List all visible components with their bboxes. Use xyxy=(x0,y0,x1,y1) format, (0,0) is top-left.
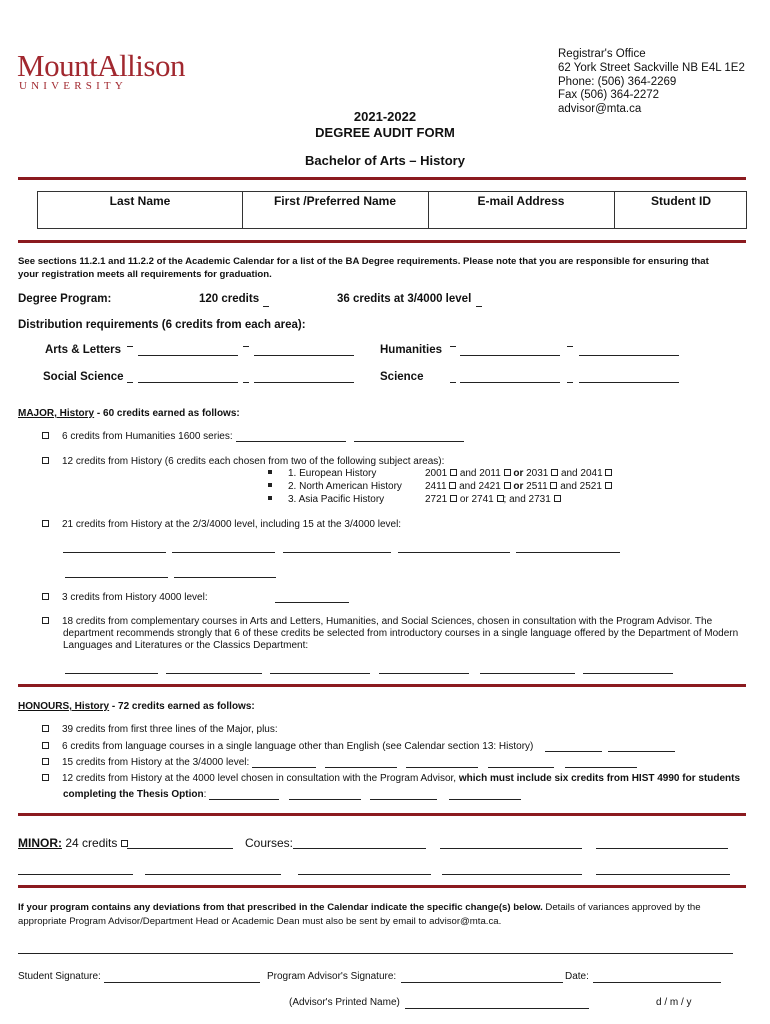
student-signature-field[interactable] xyxy=(104,982,260,983)
arts-letters-label: Arts & Letters xyxy=(45,344,122,356)
major-item-complementary xyxy=(42,616,712,627)
item-text: 12 credits from History at the 4000 level chosen in consultation with the Program Advisor, xyxy=(62,773,457,784)
divider xyxy=(18,684,746,687)
course-num: and 2421 xyxy=(459,481,501,492)
course-num: ; and 2731 xyxy=(503,494,551,505)
blank[interactable] xyxy=(488,767,554,768)
form-year: 2021-2022 xyxy=(353,109,417,124)
major-item-history-4000 xyxy=(42,592,208,603)
checkbox[interactable] xyxy=(550,482,557,489)
blank[interactable] xyxy=(270,673,370,674)
blank[interactable] xyxy=(209,799,279,800)
blank[interactable] xyxy=(252,767,316,768)
honours-title-name: HONOURS, History xyxy=(18,701,110,712)
minor-label: MINOR: xyxy=(18,836,62,850)
blank[interactable] xyxy=(460,355,560,356)
deviation-bold: If your program contains any deviations from that prescribed in the Calendar indicate the specific change(s) below. xyxy=(18,902,543,913)
divider xyxy=(18,240,746,243)
divider xyxy=(18,885,746,888)
blank[interactable] xyxy=(596,874,730,875)
subject-text: 3. Asia Pacific History xyxy=(288,494,385,505)
blank[interactable] xyxy=(370,799,437,800)
item-text: 21 credits from History at the 2/3/4000 level, including 15 at the 3/4000 level: xyxy=(62,519,402,530)
item-text: 3 credits from History 4000 level: xyxy=(62,592,208,603)
blank[interactable] xyxy=(254,382,354,383)
blank[interactable] xyxy=(283,552,391,553)
student-signature-label: Student Signature: xyxy=(18,971,101,982)
thesis-colon: : xyxy=(203,789,207,800)
blank[interactable] xyxy=(127,346,133,347)
deviation-rest: Details of variances approved by the xyxy=(542,902,701,913)
checkbox[interactable] xyxy=(605,482,612,489)
checkbox[interactable] xyxy=(504,482,511,489)
advisor-printed-name-field[interactable] xyxy=(405,1008,589,1009)
date-field[interactable] xyxy=(593,982,721,983)
course-num: 2001 xyxy=(425,468,448,479)
minor-courses-label: Courses: xyxy=(245,836,294,850)
honours-item xyxy=(42,724,278,735)
honours-title-rest: - 72 credits earned as follows: xyxy=(109,701,255,712)
blank[interactable] xyxy=(65,577,168,578)
distribution-title: Distribution requirements (6 credits from each area): xyxy=(18,319,306,331)
blank[interactable] xyxy=(138,355,238,356)
blank[interactable] xyxy=(172,552,275,553)
checkbox[interactable] xyxy=(42,457,49,464)
blank[interactable] xyxy=(579,382,679,383)
blank[interactable] xyxy=(325,767,397,768)
course-num: and 2011 xyxy=(459,468,501,479)
major-item-humanities xyxy=(42,431,233,442)
checkbox[interactable] xyxy=(42,742,49,749)
item-text: 12 credits from History (6 credits each chosen from two of the following subject areas): xyxy=(62,456,445,467)
checkbox[interactable] xyxy=(450,495,457,502)
blank[interactable] xyxy=(460,382,560,383)
date-format-hint: d / m / y xyxy=(656,997,692,1008)
advisor-signature-field[interactable] xyxy=(401,982,563,983)
item-text: 6 credits from language courses in a single language other than English (see Calendar section 13: History) xyxy=(62,741,534,752)
subject-north-american xyxy=(268,481,402,492)
blank[interactable] xyxy=(596,848,728,849)
checkbox[interactable] xyxy=(554,495,561,502)
office-line: 62 York Street Sackville NB E4L 1E2 xyxy=(558,61,745,74)
checkbox[interactable] xyxy=(42,593,49,600)
bullet-icon xyxy=(268,496,272,500)
item-text: 18 credits from complementary courses in Arts and Letters, Humanities, and Social Sciences, chosen in consultation with the Program Advisor. The xyxy=(62,616,713,627)
program-title: Bachelor of Arts – History xyxy=(305,153,465,168)
blank[interactable] xyxy=(18,874,133,875)
blank[interactable] xyxy=(567,382,573,383)
course-row xyxy=(425,481,612,492)
blank[interactable] xyxy=(450,346,456,347)
blank[interactable] xyxy=(145,874,281,875)
subject-asia-pacific xyxy=(268,494,384,505)
checkbox[interactable] xyxy=(497,495,504,502)
degree-level: 36 credits at 3/4000 level xyxy=(337,293,472,305)
or-text: or xyxy=(513,468,524,479)
blank[interactable] xyxy=(545,751,602,752)
subject-text: 1. European History xyxy=(288,468,377,479)
minor-row xyxy=(18,836,128,850)
deviation-blank[interactable] xyxy=(18,953,733,954)
bullet-icon xyxy=(268,483,272,487)
major-item-history-12 xyxy=(42,456,444,467)
item-text: department recommends strongly that 6 of these credits be selected from introductory courses in a single language offered by the Department of Modern xyxy=(63,628,739,639)
course-num: 2031 xyxy=(526,468,549,479)
bullet-icon xyxy=(268,470,272,474)
university-logo-sub: UNIVERSITY xyxy=(19,80,127,92)
or-text: or xyxy=(513,481,524,492)
checkbox[interactable] xyxy=(42,432,49,439)
checkbox[interactable] xyxy=(42,617,49,624)
advisor-signature-label: Program Advisor's Signature: xyxy=(267,971,397,982)
social-science-label: Social Science xyxy=(43,371,124,383)
blank[interactable] xyxy=(289,799,361,800)
checkbox[interactable] xyxy=(450,469,457,476)
deviation-line2: appropriate Program Advisor/Department Head or Academic Dean must also be sent by email to advisor@mta.ca. xyxy=(18,916,502,927)
blank[interactable] xyxy=(275,602,349,603)
blank[interactable] xyxy=(63,552,166,553)
item-text: Languages and Literatures or the Classics Department: xyxy=(63,640,309,651)
blank[interactable] xyxy=(254,355,354,356)
blank[interactable] xyxy=(138,382,238,383)
email-field[interactable]: E-mail Address xyxy=(477,194,565,208)
blank[interactable] xyxy=(476,306,482,307)
major-title-name: MAJOR, History xyxy=(18,408,95,419)
course-num: and 2041 xyxy=(560,468,603,479)
form-name: DEGREE AUDIT FORM xyxy=(315,125,455,140)
degree-credits: 120 credits xyxy=(199,293,260,305)
thesis-text: completing the Thesis Option xyxy=(63,789,204,800)
university-logo-name: MountAllison xyxy=(17,48,185,83)
subject-text: 2. North American History xyxy=(288,481,402,492)
divider xyxy=(18,813,746,816)
course-num: 2411 xyxy=(425,481,447,492)
blank[interactable] xyxy=(243,382,249,383)
blank[interactable] xyxy=(579,355,679,356)
first-name-field[interactable]: First /Preferred Name xyxy=(273,194,397,208)
course-row xyxy=(425,494,561,505)
office-line: Registrar's Office xyxy=(558,48,646,60)
checkbox[interactable] xyxy=(121,840,128,847)
thesis-line xyxy=(63,789,206,800)
checkbox[interactable] xyxy=(605,469,612,476)
blank[interactable] xyxy=(243,346,249,347)
blank[interactable] xyxy=(442,874,582,875)
item-text: 6 credits from Humanities 1600 series: xyxy=(62,431,233,442)
blank[interactable] xyxy=(379,673,469,674)
honours-title xyxy=(18,701,255,712)
blank[interactable] xyxy=(583,673,673,674)
honours-item xyxy=(42,757,249,768)
blank[interactable] xyxy=(449,799,521,800)
course-num: 2511 xyxy=(526,481,548,492)
checkbox[interactable] xyxy=(42,758,49,765)
course-num: 2721 xyxy=(425,494,448,505)
student-id-field[interactable]: Student ID xyxy=(651,194,711,208)
blank[interactable] xyxy=(516,552,620,553)
minor-credits: 24 credits xyxy=(65,836,118,850)
blank[interactable] xyxy=(166,673,262,674)
course-num: or 2741 xyxy=(459,494,494,505)
course-row xyxy=(425,468,612,479)
office-line: Fax (506) 364-2272 xyxy=(558,89,660,102)
office-email: advisor@mta.ca xyxy=(558,103,642,116)
blank[interactable] xyxy=(398,552,510,553)
blank[interactable] xyxy=(354,441,464,442)
divider xyxy=(18,177,746,180)
date-label: Date: xyxy=(565,971,589,982)
blank[interactable] xyxy=(567,346,573,347)
item-text: 39 credits from first three lines of the Major, plus: xyxy=(62,724,278,735)
intro-line: See sections 11.2.1 and 11.2.2 of the Academic Calendar for a list of the BA Degree requirements. Please note that you are responsible for ensuring that xyxy=(18,256,709,267)
blank[interactable] xyxy=(293,848,426,849)
blank[interactable] xyxy=(480,673,575,674)
degree-program-label: Degree Program: xyxy=(18,293,112,305)
honours-item xyxy=(42,773,740,784)
intro-line: your registration meets all requirements for graduation. xyxy=(18,269,272,280)
science-label: Science xyxy=(380,371,424,383)
course-num: and 2521 xyxy=(560,481,602,492)
blank[interactable] xyxy=(608,751,675,752)
checkbox[interactable] xyxy=(449,482,456,489)
deviation-line xyxy=(18,902,701,913)
checkbox[interactable] xyxy=(42,520,49,527)
major-item-history-21 xyxy=(42,519,401,530)
checkbox[interactable] xyxy=(504,469,511,476)
blank[interactable] xyxy=(65,673,158,674)
blank[interactable] xyxy=(127,382,133,383)
checkbox[interactable] xyxy=(42,774,49,781)
item-bold-text: which must include six credits from HIST 4990 for students xyxy=(458,773,741,784)
blank[interactable] xyxy=(565,767,637,768)
blank[interactable] xyxy=(236,441,346,442)
blank[interactable] xyxy=(298,874,431,875)
major-title-rest: - 60 credits earned as follows: xyxy=(94,408,240,419)
blank[interactable] xyxy=(406,767,478,768)
checkbox[interactable] xyxy=(551,469,558,476)
student-info-table xyxy=(37,191,747,229)
office-line: Phone: (506) 364-2269 xyxy=(558,75,677,88)
blank[interactable] xyxy=(440,848,582,849)
registrar-office-info xyxy=(558,48,745,117)
blank[interactable] xyxy=(263,306,269,307)
checkbox[interactable] xyxy=(42,725,49,732)
blank[interactable] xyxy=(127,848,233,849)
subject-european xyxy=(268,468,376,479)
honours-item xyxy=(42,741,533,752)
item-text: 15 credits from History at the 3/4000 level: xyxy=(62,757,250,768)
blank[interactable] xyxy=(174,577,276,578)
blank[interactable] xyxy=(450,382,456,383)
last-name-field[interactable]: Last Name xyxy=(109,194,171,208)
advisor-printed-name-label: (Advisor's Printed Name) xyxy=(289,997,400,1008)
major-title xyxy=(18,408,240,419)
humanities-label: Humanities xyxy=(380,344,442,356)
